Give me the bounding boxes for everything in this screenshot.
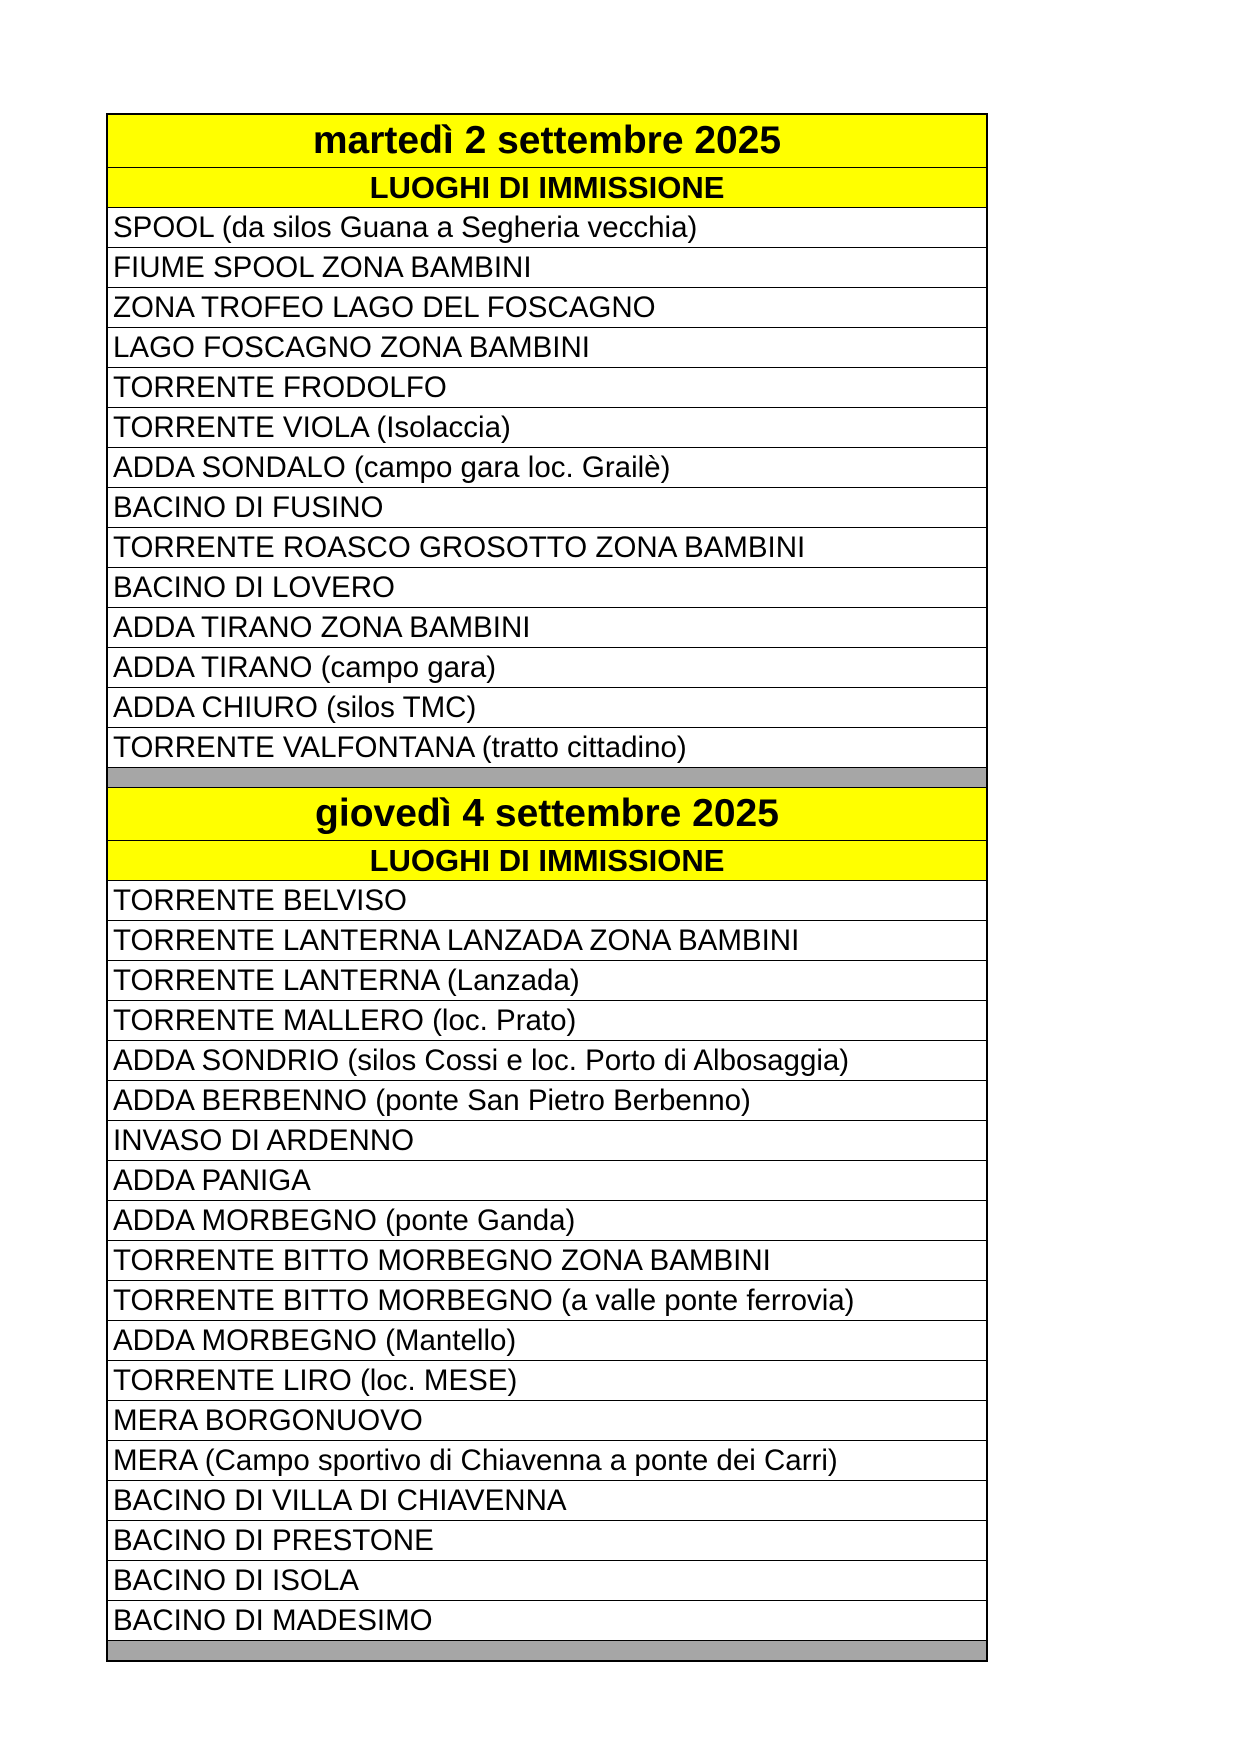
section-column-header: LUOGHI DI IMMISSIONE bbox=[108, 168, 986, 208]
location-row: BACINO DI VILLA DI CHIAVENNA bbox=[108, 1481, 986, 1521]
location-row: MERA BORGONUOVO bbox=[108, 1401, 986, 1441]
schedule-table bbox=[106, 113, 988, 1662]
section-date-title: giovedì 4 settembre 2025 bbox=[108, 788, 986, 841]
location-row: TORRENTE MALLERO (loc. Prato) bbox=[108, 1001, 986, 1041]
location-row: ADDA CHIURO (silos TMC) bbox=[108, 688, 986, 728]
location-row: TORRENTE ROASCO GROSOTTO ZONA BAMBINI bbox=[108, 528, 986, 568]
section-column-header: LUOGHI DI IMMISSIONE bbox=[108, 841, 986, 881]
location-row: BACINO DI FUSINO bbox=[108, 488, 986, 528]
location-row: TORRENTE LIRO (loc. MESE) bbox=[108, 1361, 986, 1401]
section-date-title: martedì 2 settembre 2025 bbox=[108, 115, 986, 168]
location-row: TORRENTE VIOLA (Isolaccia) bbox=[108, 408, 986, 448]
location-row: ADDA SONDRIO (silos Cossi e loc. Porto di Albosaggia) bbox=[108, 1041, 986, 1081]
location-row: ADDA MORBEGNO (Mantello) bbox=[108, 1321, 986, 1361]
location-row: FIUME SPOOL ZONA BAMBINI bbox=[108, 248, 986, 288]
location-row: INVASO DI ARDENNO bbox=[108, 1121, 986, 1161]
location-row: TORRENTE BITTO MORBEGNO (a valle ponte ferrovia) bbox=[108, 1281, 986, 1321]
location-row: LAGO FOSCAGNO ZONA BAMBINI bbox=[108, 328, 986, 368]
location-row: BACINO DI LOVERO bbox=[108, 568, 986, 608]
location-row: BACINO DI MADESIMO bbox=[108, 1601, 986, 1641]
location-row: ADDA TIRANO (campo gara) bbox=[108, 648, 986, 688]
section-separator bbox=[108, 768, 986, 788]
location-row: ADDA BERBENNO (ponte San Pietro Berbenno) bbox=[108, 1081, 986, 1121]
section-separator bbox=[108, 1641, 986, 1660]
location-row: MERA (Campo sportivo di Chiavenna a ponte dei Carri) bbox=[108, 1441, 986, 1481]
location-row: ZONA TROFEO LAGO DEL FOSCAGNO bbox=[108, 288, 986, 328]
location-row: TORRENTE LANTERNA (Lanzada) bbox=[108, 961, 986, 1001]
location-row: ADDA PANIGA bbox=[108, 1161, 986, 1201]
location-row: TORRENTE BELVISO bbox=[108, 881, 986, 921]
location-row: TORRENTE BITTO MORBEGNO ZONA BAMBINI bbox=[108, 1241, 986, 1281]
location-row: ADDA TIRANO ZONA BAMBINI bbox=[108, 608, 986, 648]
location-row: ADDA MORBEGNO (ponte Ganda) bbox=[108, 1201, 986, 1241]
location-row: BACINO DI ISOLA bbox=[108, 1561, 986, 1601]
location-row: TORRENTE VALFONTANA (tratto cittadino) bbox=[108, 728, 986, 768]
location-row: BACINO DI PRESTONE bbox=[108, 1521, 986, 1561]
location-row: TORRENTE FRODOLFO bbox=[108, 368, 986, 408]
location-row: ADDA SONDALO (campo gara loc. Grailè) bbox=[108, 448, 986, 488]
location-row: TORRENTE LANTERNA LANZADA ZONA BAMBINI bbox=[108, 921, 986, 961]
location-row: SPOOL (da silos Guana a Segheria vecchia) bbox=[108, 208, 986, 248]
